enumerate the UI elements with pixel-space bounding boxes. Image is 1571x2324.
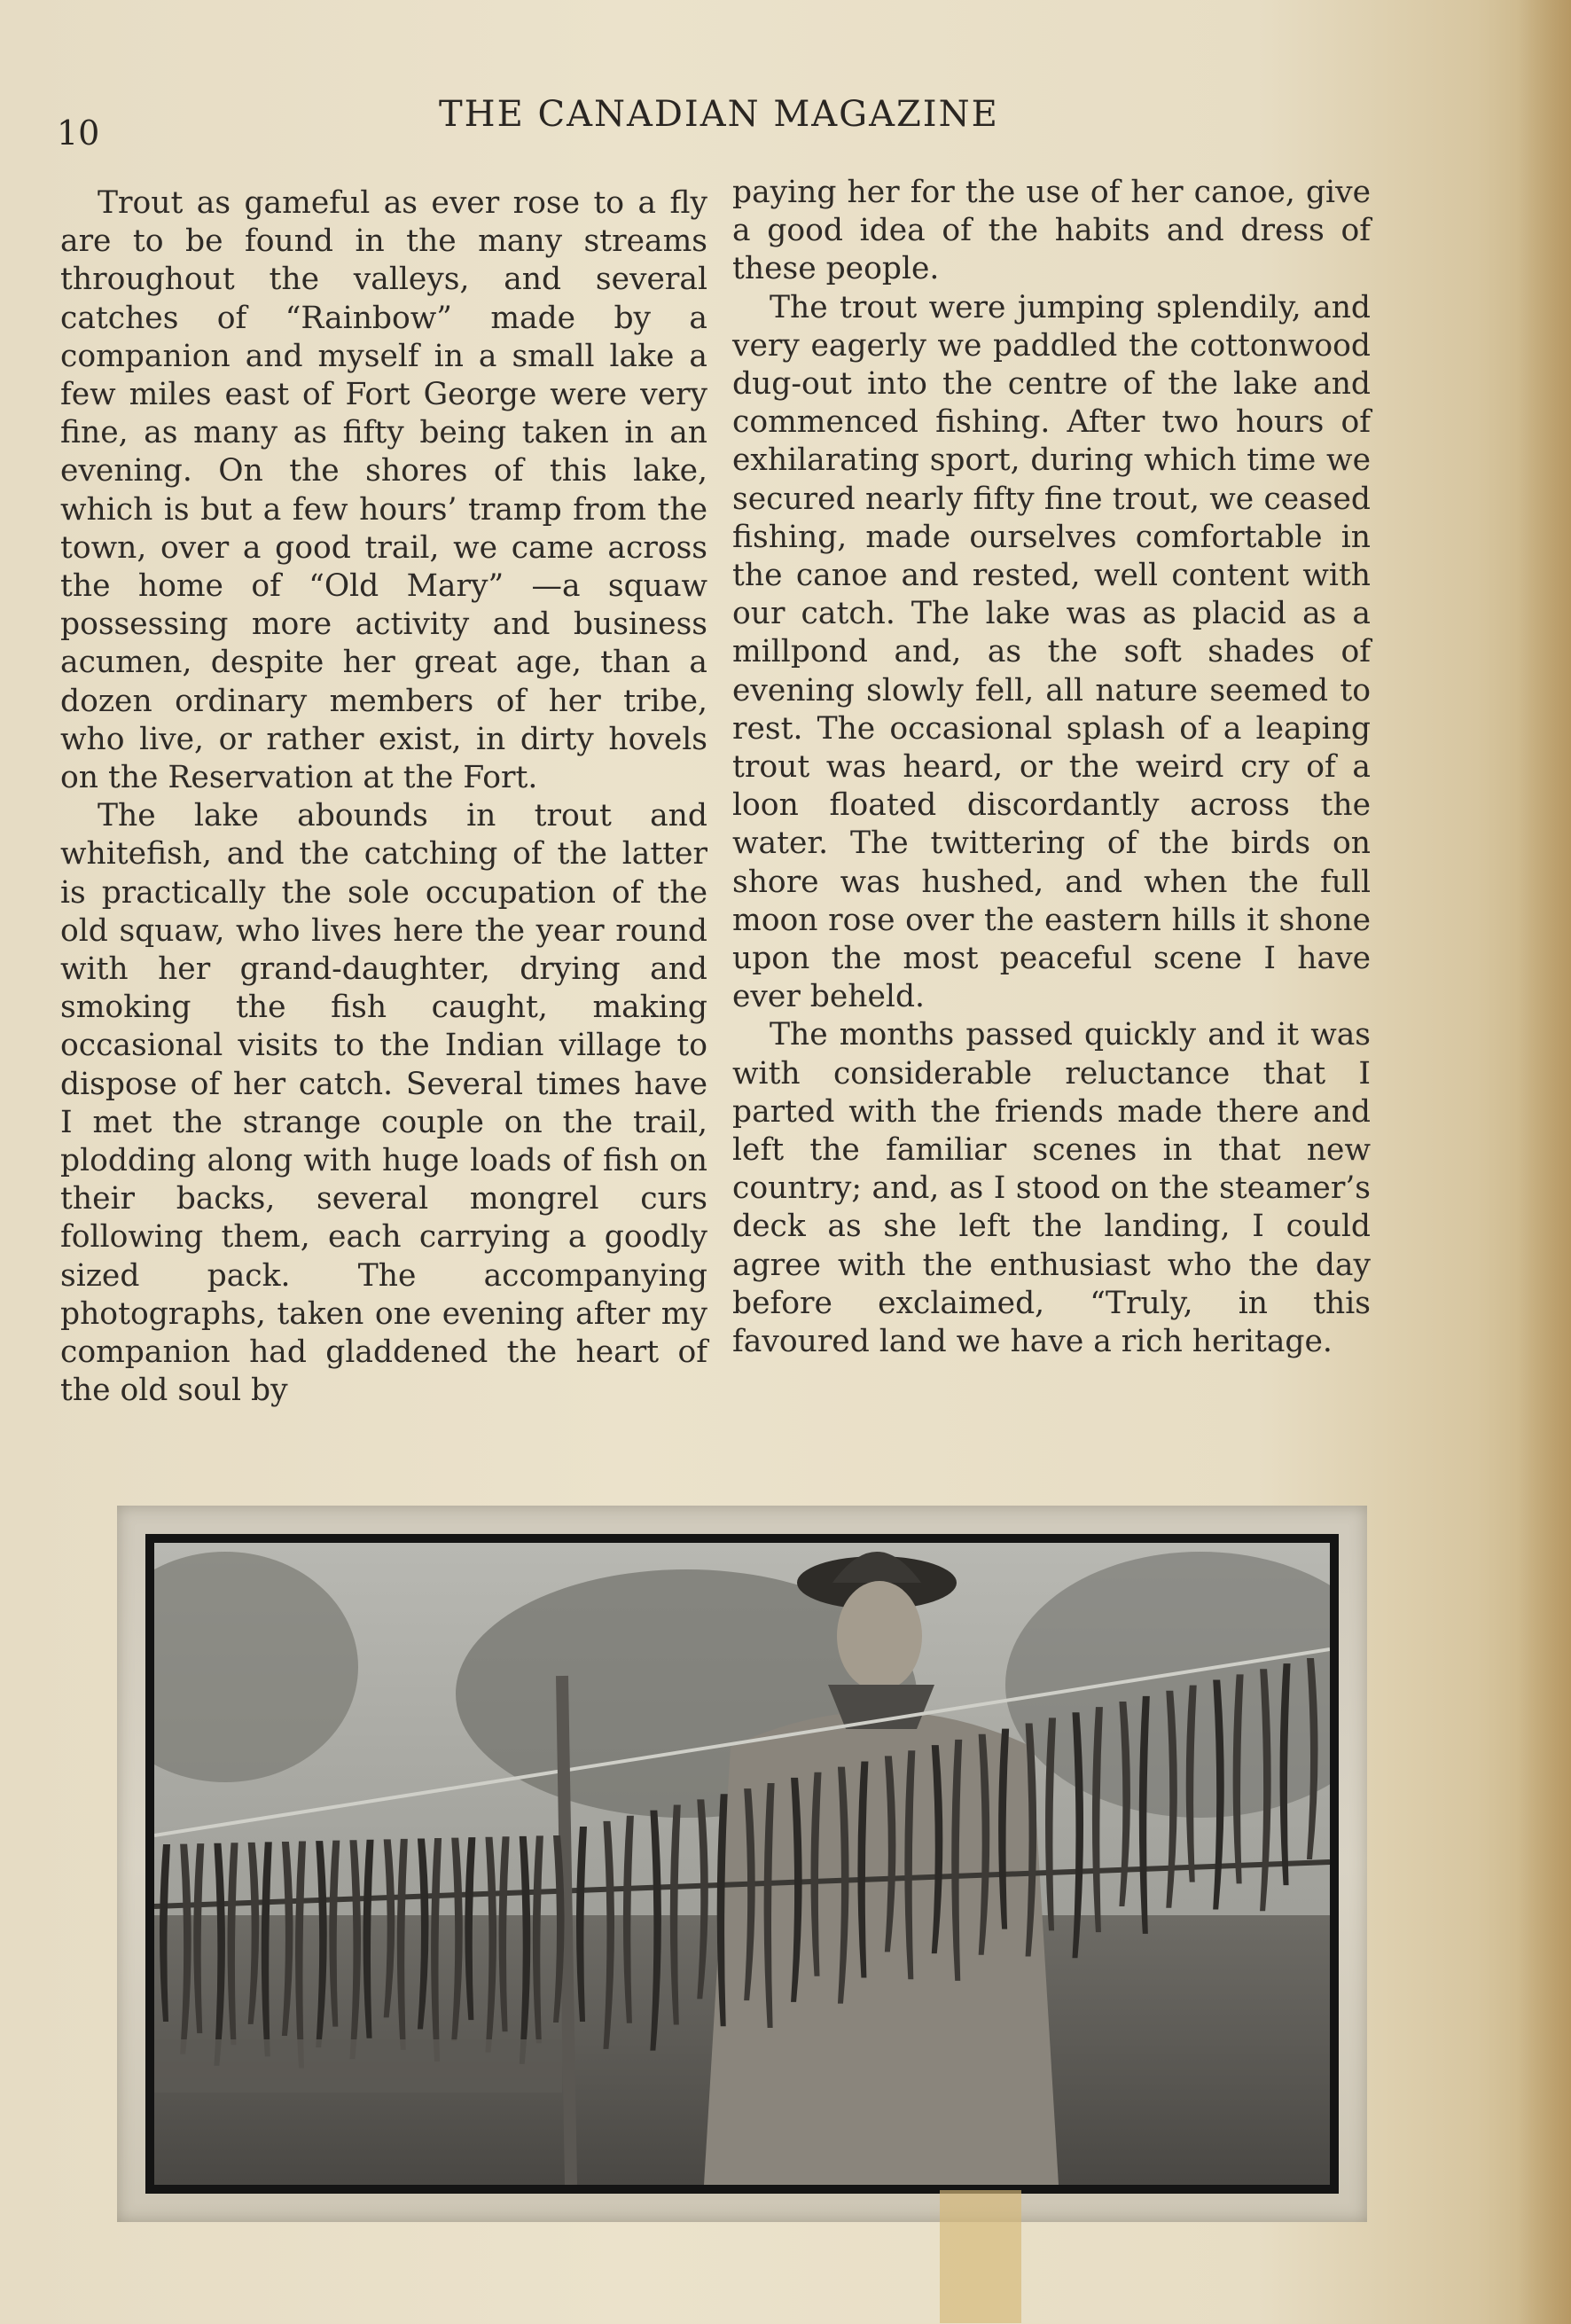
paragraph: The lake abounds in trout and whitefish, and the catching of the latter is practically the sole occupation of the old squaw, who lives here the year round with her grand-daughter, drying and smoking the fish caught, making occasional visits to the Indian village to dispose of her catch. Several times have I met the strange couple on the trail, plodding along with huge loads of fish on their backs, several mongrel curs following them, each carrying a goodly sized pack. The accompanying photographs, taken one evening after my companion had gladdened the heart of the old soul by	[60, 798, 707, 1409]
photograph-man-with-fish	[145, 1534, 1339, 2194]
photograph-drawing	[154, 1543, 1330, 2185]
left-column	[60, 184, 707, 1411]
photo-mount	[117, 1506, 1367, 2222]
paragraph: Trout as gameful as ever rose to a fly are to be found in the many streams throughout the valleys, and several catches of “Rainbow” made by a companion and myself in a small lake a few miles east of Fort George were very fine, as many as fifty being taken in an evening. On the shores of this lake, which is but a few hours’ tramp from the town, over a good trail, we came across the home of “Old Mary” —a squaw possessing more activity and business acumen, despite her great age, than a dozen ordinary members of her tribe, who live, or rather exist, in dirty hovels on the Reservation at the Fort.	[60, 185, 707, 796]
right-column	[732, 174, 1371, 1361]
paragraph: The months passed quickly and it was with considerable reluctance that I parted with the friends made there and left the familiar scenes in that new country; and, as I stood on the steamer’s deck as she left the landing, I could agree with the enthusiast who the day before exclaimed, “Truly, in this favoured land we have a rich heritage.	[732, 1017, 1371, 1360]
page-number: 10	[57, 113, 100, 153]
tape-strip	[940, 2190, 1021, 2323]
paragraph-continued: paying her for the use of her canoe, give a good idea of the habits and dress of these people.	[732, 175, 1371, 287]
running-title: THE CANADIAN MAGAZINE	[439, 94, 999, 135]
page-edge-shadow	[1518, 0, 1571, 2324]
paragraph: The trout were jumping splendily, and very eagerly we paddled the cottonwood dug-out into the centre of the lake and commenced fishing. After two hours of exhilarating sport, during which time we secured nearly fifty fine trout, we ceased fishing, made ourselves comfortable in the canoe and rested, well content with our catch. The lake was as placid as a millpond and, as the soft shades of evening slowly fell, all nature seemed to rest. The occasional splash of a leaping trout was heard, or the weird cry of a loon floated discordantly across the water. The twittering of the birds on shore was hushed, and when the full moon rose over the eastern hills it shone upon the most peaceful scene I have ever beheld.	[732, 289, 1371, 1015]
